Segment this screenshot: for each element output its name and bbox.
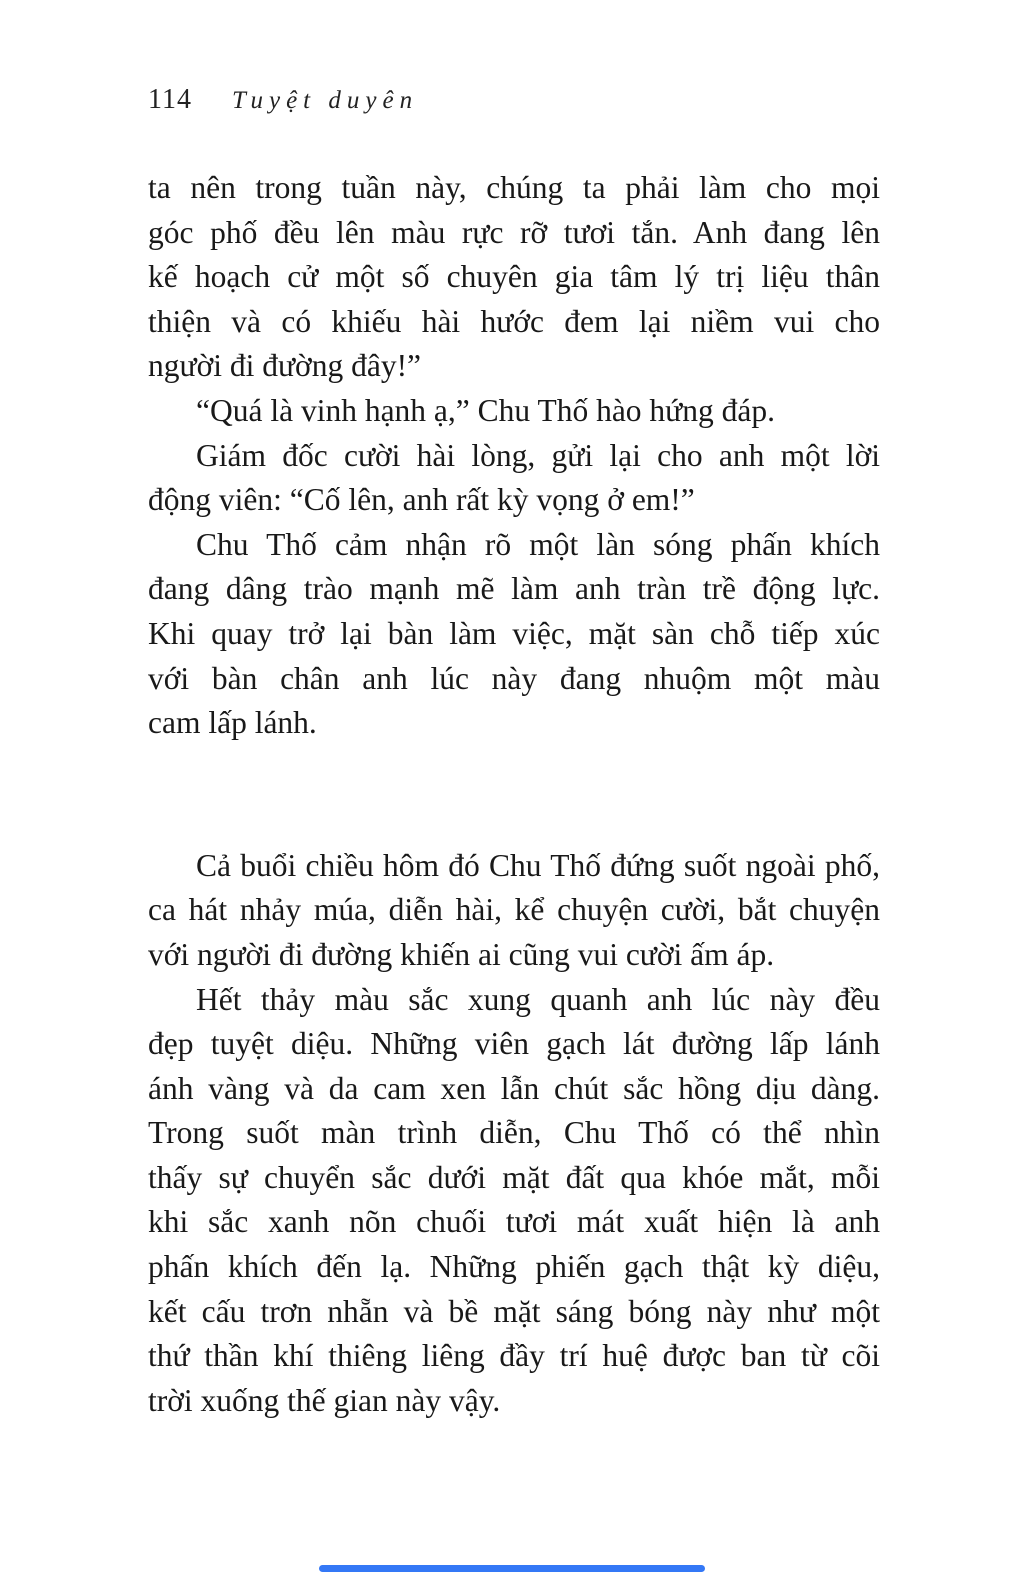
text-line: ca hát nhảy múa, diễn hài, kể chuyện cười, bắt chuyện — [148, 892, 880, 928]
text-line: Chu Thố cảm nhận rõ một làn sóng phấn khích — [196, 526, 880, 562]
page-header — [148, 84, 880, 116]
text-line: Giám đốc cười hài lòng, gửi lại cho anh một lời — [196, 437, 880, 473]
text-line: người đi đường đây!” — [148, 348, 422, 384]
paragraph — [148, 978, 880, 1424]
text-line: cam lấp lánh. — [148, 705, 317, 741]
text-line: khi sắc xanh nõn chuối tươi mát xuất hiện là anh — [148, 1204, 880, 1240]
text-line: kế hoạch cử một số chuyên gia tâm lý trị liệu thân — [148, 259, 880, 295]
running-title: Tuyệt duyên — [231, 87, 419, 114]
text-line: ánh vàng và da cam xen lẫn chút sắc hồng dịu dàng. — [148, 1070, 880, 1106]
paragraph — [148, 844, 880, 978]
text-line: góc phố đều lên màu rực rỡ tươi tắn. Anh đang lên — [148, 214, 880, 250]
text-line: Khi quay trở lại bàn làm việc, mặt sàn chỗ tiếp xúc — [148, 615, 880, 651]
body-text — [148, 166, 880, 1423]
text-line: Hết thảy màu sắc xung quanh anh lúc này đều — [196, 981, 880, 1017]
text-line: động viên: “Cố lên, anh rất kỳ vọng ở em!” — [148, 482, 695, 518]
paragraph — [148, 166, 880, 389]
text-line: thiện và có khiếu hài hước đem lại niềm vui cho — [148, 303, 880, 339]
page-number: 114 — [148, 84, 192, 115]
home-indicator-bar[interactable] — [319, 1565, 705, 1572]
text-line: thấy sự chuyển sắc dưới mặt đất qua khóe mắt, mỗi — [148, 1159, 880, 1195]
text-line: với bàn chân anh lúc này đang nhuộm một màu — [148, 660, 880, 696]
paragraph — [148, 389, 880, 434]
paragraph — [148, 523, 880, 746]
text-line: Trong suốt màn trình diễn, Chu Thố có thể nhìn — [148, 1115, 880, 1151]
text-line: với người đi đường khiến ai cũng vui cười ấm áp. — [148, 936, 775, 972]
text-line: kết cấu trơn nhẵn và bề mặt sáng bóng này như một — [148, 1293, 880, 1329]
text-line: trời xuống thế gian này vậy. — [148, 1382, 501, 1418]
book-page — [148, 0, 880, 1575]
text-line: thứ thần khí thiêng liêng đầy trí huệ được ban từ cõi — [148, 1338, 880, 1374]
text-line: đẹp tuyệt diệu. Những viên gạch lát đường lấp lánh — [148, 1026, 880, 1062]
text-line: đang dâng trào mạnh mẽ làm anh tràn trề động lực. — [148, 571, 880, 607]
text-line: Cả buổi chiều hôm đó Chu Thố đứng suốt ngoài phố, — [196, 847, 880, 883]
text-line: “Quá là vinh hạnh ạ,” Chu Thố hào hứng đáp. — [196, 392, 775, 428]
text-line: phấn khích đến lạ. Những phiến gạch thật kỳ diệu, — [148, 1249, 880, 1285]
paragraph — [148, 434, 880, 523]
text-line: ta nên trong tuần này, chúng ta phải làm cho mọi — [148, 170, 880, 205]
